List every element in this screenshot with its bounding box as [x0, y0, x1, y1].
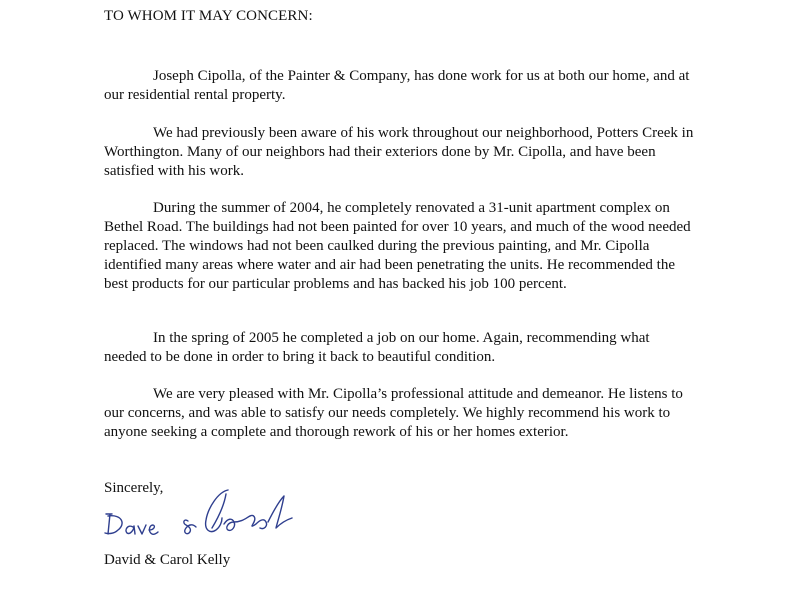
paragraph-4: In the spring of 2005 he completed a job on our home. Again, recommending what needed to be done in order to bring it back to beautiful condition. — [104, 330, 650, 365]
salutation: TO WHOM IT MAY CONCERN: — [104, 8, 313, 24]
closing: Sincerely, — [104, 480, 164, 496]
paragraph-1: Joseph Cipolla, of the Painter & Company, has done work for us at both our home, and at our residential rental property. — [104, 68, 690, 103]
handwritten-signature — [100, 478, 310, 548]
signer-name: David & Carol Kelly — [104, 552, 231, 568]
paragraph-5: We are very pleased with Mr. Cipolla’s professional attitude and demeanor. He listens to our concerns, and was able to satisfy our needs completely. We highly recommend his work to anyone seeking a complete and thorough rework of his or her homes exterior. — [104, 386, 683, 440]
paragraph-3: During the summer of 2004, he completely renovated a 31-unit apartment complex on Bethel Road. The buildings had not been painted for over 10 years, and much of the wood needed replaced. The windows had not been caulked during the previous painting, and Mr. Cipolla identified many areas where water and air had been penetrating the units. He recommended the best products for our particular problems and has backed his job 100 percent. — [104, 200, 691, 292]
paragraph-2: We had previously been aware of his work throughout our neighborhood, Potters Creek in Worthington. Many of our neighbors had their exteriors done by Mr. Cipolla, and have been satisfied with his work. — [104, 125, 694, 179]
